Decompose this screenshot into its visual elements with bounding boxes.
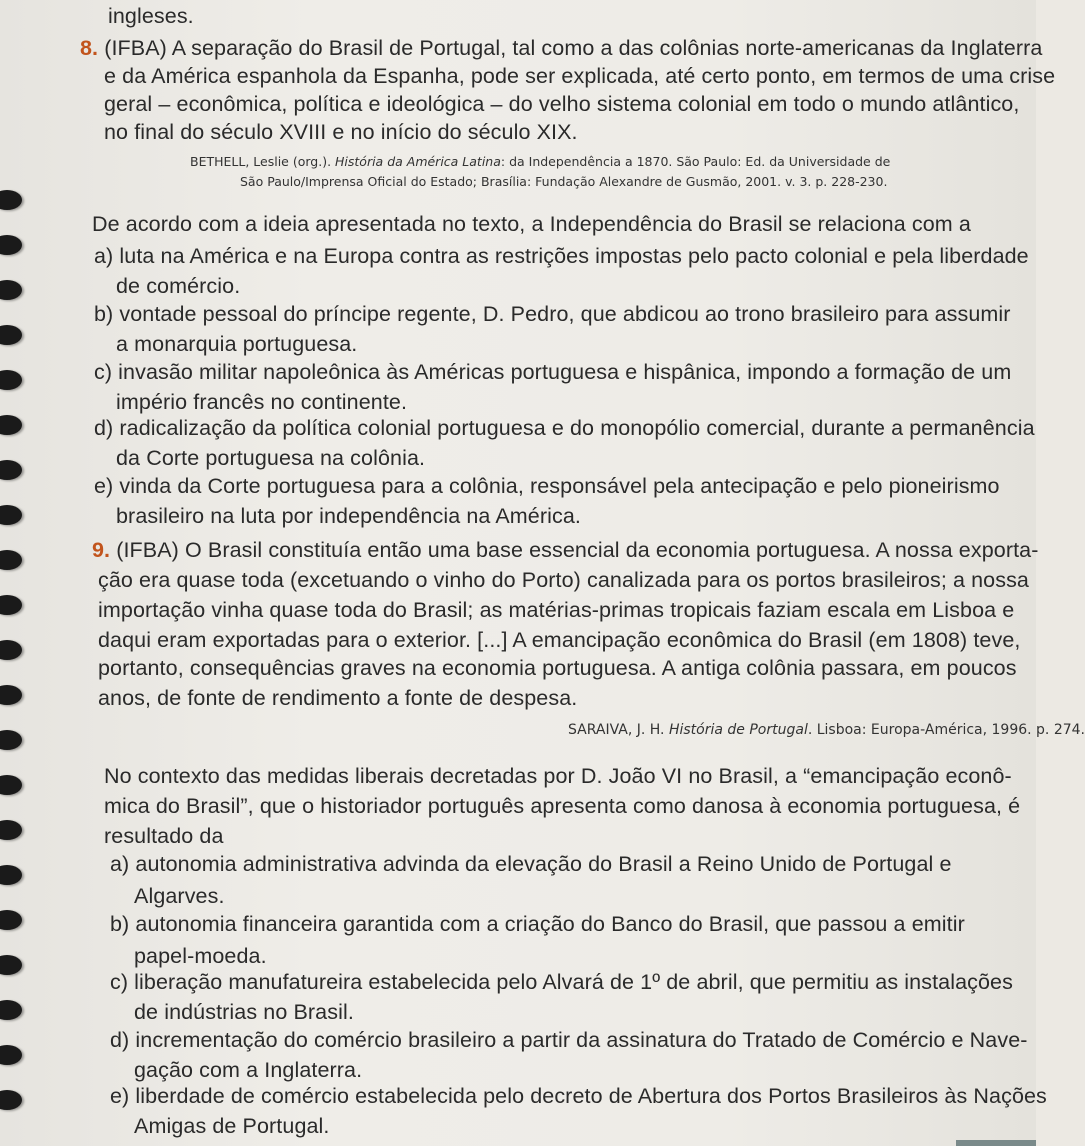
- option-9c-cont: de indústrias no Brasil.: [134, 1000, 354, 1024]
- option-9d-cont: gação com a Inglaterra.: [134, 1058, 363, 1082]
- binding-hole: [0, 910, 22, 930]
- option-9e-cont: Amigas de Portugal.: [134, 1114, 330, 1138]
- question-number: 9.: [92, 538, 111, 562]
- question-8-stem-line: e da América espanhola da Espanha, pode ser explicada, até certo ponto, em termos de uma crise: [104, 64, 1056, 88]
- question-8-stem-line: (IFBA) A separação do Brasil de Portugal, tal como a das colônias norte-americanas da Inglaterra: [104, 36, 1043, 60]
- page-corner-shadow: [956, 1140, 1036, 1146]
- binding-hole: [0, 595, 22, 615]
- binding-hole: [0, 415, 22, 435]
- option-9b-cont: papel-moeda.: [134, 944, 267, 968]
- spiral-binding: [0, 150, 34, 1146]
- binding-hole: [0, 190, 22, 210]
- option-8a[interactable]: a) luta na América e na Europa contra as restrições impostas pelo pacto colonial e pela liberdade: [94, 244, 1029, 268]
- option-8a-cont: de comércio.: [116, 274, 241, 298]
- question-9-prompt: No contexto das medidas liberais decretadas por D. João VI no Brasil, a “emancipação econô-: [104, 764, 1012, 788]
- binding-hole: [0, 280, 22, 300]
- binding-hole: [0, 955, 22, 975]
- question-8-source-cont: São Paulo/Imprensa Oficial do Estado; Brasília: Fundação Alexandre de Gusmão, 2001. v. 3. p. 228-230.: [240, 174, 888, 189]
- option-8d[interactable]: d) radicalização da política colonial portuguesa e do monopólio comercial, durante a permanência: [94, 416, 1035, 440]
- question-9-source: SARAIVA, J. H. História de Portugal. Lisboa: Europa-América, 1996. p. 274.: [568, 722, 1085, 738]
- question-9-prompt: mica do Brasil”, que o historiador português apresenta como danosa à economia portuguesa, é: [104, 794, 1021, 818]
- question-9-stem-line: anos, de fonte de rendimento a fonte de despesa.: [98, 686, 578, 710]
- option-9d[interactable]: d) incrementação do comércio brasileiro a partir da assinatura do Tratado de Comércio e Nave-: [110, 1028, 1028, 1052]
- question-9-stem-line: portanto, consequências graves na economia portuguesa. A antiga colônia passara, em poucos: [98, 656, 1017, 680]
- question-8-stem-line: geral – econômica, política e ideológica – do velho sistema colonial em todo o mundo atlântico,: [104, 92, 1020, 116]
- binding-hole: [0, 1090, 22, 1110]
- option-8b-cont: a monarquia portuguesa.: [116, 332, 358, 356]
- question-9-stem-line: (IFBA) O Brasil constituía então uma base essencial da economia portuguesa. A nossa exporta-: [116, 538, 1039, 562]
- binding-hole: [0, 1000, 22, 1020]
- option-9c[interactable]: c) liberação manufatureira estabelecida pelo Alvará de 1º de abril, que permitiu as instalações: [110, 970, 1013, 994]
- option-9a[interactable]: a) autonomia administrativa advinda da elevação do Brasil a Reino Unido de Portugal e: [110, 852, 952, 876]
- binding-hole: [0, 730, 22, 750]
- binding-hole: [0, 685, 22, 705]
- binding-hole: [0, 550, 22, 570]
- option-8b[interactable]: b) vontade pessoal do príncipe regente, D. Pedro, que abdicou ao trono brasileiro para assumir: [94, 302, 1011, 326]
- binding-hole: [0, 325, 22, 345]
- option-8e-cont: brasileiro na luta por independência na América.: [116, 504, 581, 528]
- option-9b[interactable]: b) autonomia financeira garantida com a criação do Banco do Brasil, que passou a emitir: [110, 912, 965, 936]
- binding-hole: [0, 235, 22, 255]
- question-8-stem-line: no final do século XVIII e no início do século XIX.: [104, 120, 578, 144]
- option-9e[interactable]: e) liberdade de comércio estabelecida pelo decreto de Abertura dos Portos Brasileiros às Nações: [110, 1084, 1047, 1108]
- binding-hole: [0, 865, 22, 885]
- question-9-stem-line: importação vinha quase toda do Brasil; as matérias-primas tropicais faziam escala em Lisboa e: [98, 598, 1015, 622]
- binding-hole: [0, 640, 22, 660]
- option-8c[interactable]: c) invasão militar napoleônica às Américas portuguesa e hispânica, impondo a formação de um: [94, 360, 1012, 384]
- question-number: 8.: [80, 36, 99, 60]
- option-8d-cont: da Corte portuguesa na colônia.: [116, 446, 426, 470]
- binding-hole: [0, 820, 22, 840]
- binding-hole: [0, 460, 22, 480]
- option-9a-cont: Algarves.: [134, 884, 225, 908]
- question-8-prompt: De acordo com a ideia apresentada no texto, a Independência do Brasil se relaciona com a: [92, 212, 971, 236]
- question-9-stem-line: daqui eram exportadas para o exterior. [...] A emancipação econômica do Brasil (em 1808) teve,: [98, 628, 1021, 652]
- binding-hole: [0, 505, 22, 525]
- binding-hole: [0, 775, 22, 795]
- question-8-line: [80, 36, 1042, 61]
- question-9-stem-line: ção era quase toda (excetuando o vinho do Porto) canalizada para os portos brasileiros; a nossa: [98, 568, 1029, 592]
- binding-hole: [0, 370, 22, 390]
- question-9-prompt: resultado da: [104, 824, 224, 848]
- option-8c-cont: império francês no continente.: [116, 390, 408, 414]
- previous-question-fragment: ingleses.: [108, 4, 194, 28]
- option-8e[interactable]: e) vinda da Corte portuguesa para a colônia, responsável pela antecipação e pelo pioneirismo: [94, 474, 1000, 498]
- binding-hole: [0, 1045, 22, 1065]
- question-9-line: [92, 538, 1038, 563]
- question-8-source: BETHELL, Leslie (org.). História da América Latina: da Independência a 1870. São Paulo: Ed. da Universidade de: [190, 154, 891, 169]
